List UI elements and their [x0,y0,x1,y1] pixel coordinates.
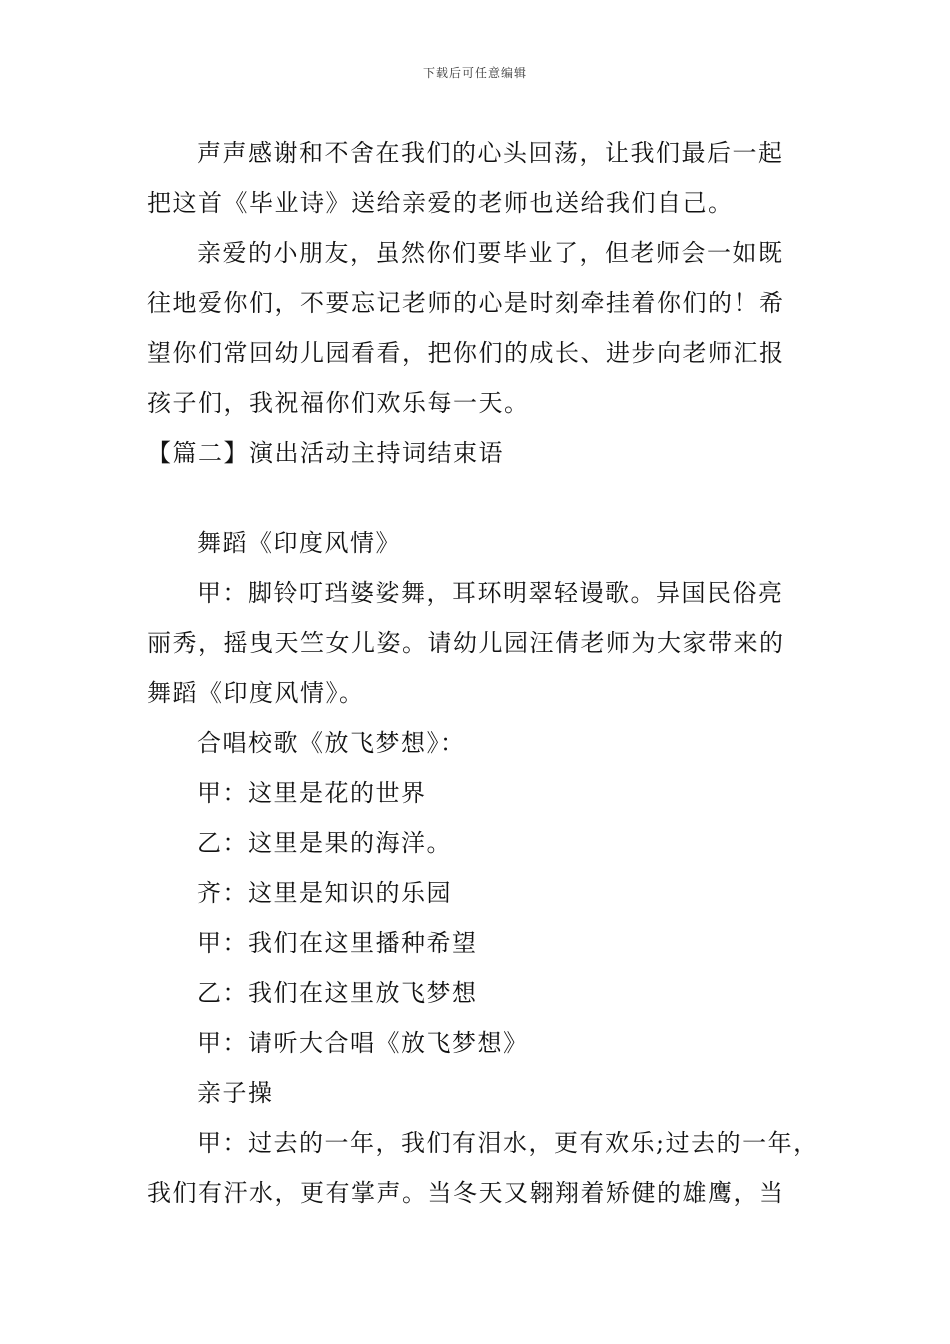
paragraph-line: 我们有汗水，更有掌声。当冬天又翱翔着矫健的雄鹰，当 [147,1179,785,1207]
program-title: 亲子操 [197,1079,274,1107]
page-header: 下载后可任意编辑 [422,66,527,80]
paragraph-line: 甲：脚铃叮珰婆娑舞，耳环明翠轻谩歌。异国民俗亮 [197,579,784,607]
dialogue-line: 甲：我们在这里播种希望 [197,929,478,957]
section-spacer [147,478,827,518]
dialogue-line: 甲：这里是花的世界 [197,779,427,807]
paragraph-line: 孩子们，我祝福你们欢乐每一天。 [147,389,530,417]
dialogue-line: 乙：我们在这里放飞梦想 [197,979,478,1007]
paragraph-line: 望你们常回幼儿园看看，把你们的成长、进步向老师汇报 [147,339,785,367]
dialogue-line: 甲：请听大合唱《放飞梦想》 [197,1029,529,1057]
paragraph-line: 把这首《毕业诗》送给亲爱的老师也送给我们自己。 [147,189,734,217]
section-heading: 【篇二】演出活动主持词结束语 [147,439,504,467]
program-title: 合唱校歌《放飞梦想》： [197,729,466,757]
paragraph-line: 声声感谢和不舍在我们的心头回荡，让我们最后一起 [197,139,784,167]
paragraph-line: 往地爱你们，不要忘记老师的心是时刻牵挂着你们的！希 [147,289,785,317]
paragraph-line: 甲：过去的一年，我们有泪水，更有欢乐;过去的一年， [197,1129,819,1157]
document-body [147,128,827,1218]
dialogue-line: 齐：这里是知识的乐园 [197,879,452,907]
paragraph-line: 丽秀，摇曳天竺女儿姿。请幼儿园汪倩老师为大家带来的 [147,629,785,657]
program-title: 舞蹈《印度风情》 [197,529,401,557]
paragraph-line: 舞蹈《印度风情》。 [147,679,365,707]
dialogue-line: 乙：这里是果的海洋。 [197,829,452,857]
paragraph-line: 亲爱的小朋友，虽然你们要毕业了，但老师会一如既 [197,239,784,267]
